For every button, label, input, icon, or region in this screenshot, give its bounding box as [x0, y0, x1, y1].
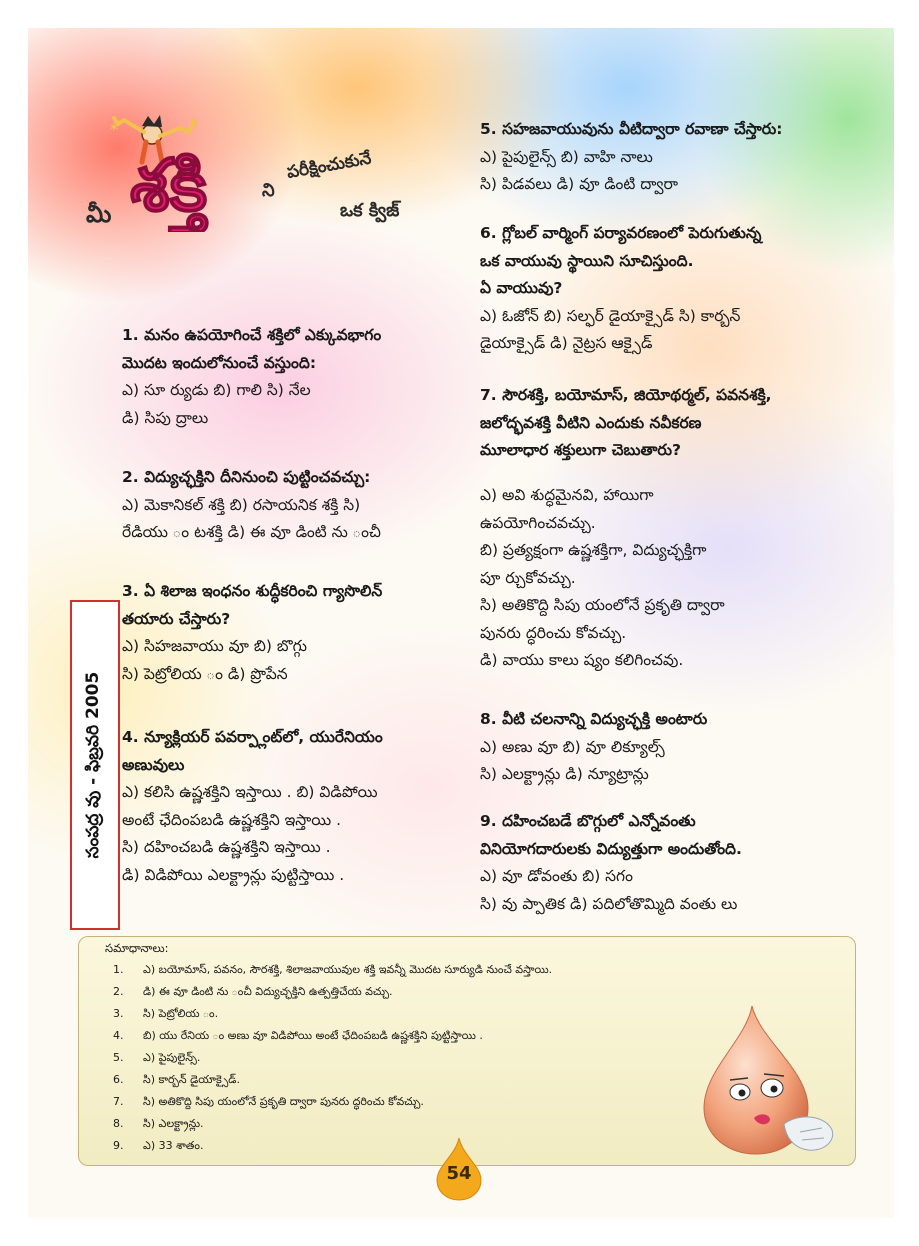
title-word-5: ఒక క్విజ్ — [340, 200, 400, 221]
question-4-option: ఎ) కలిసి ఉష్ణశక్తిని ఇస్తాయి . బి) విడిపోయి — [122, 783, 378, 801]
question-1-option: డి) సిపు ద్రాలు — [122, 408, 209, 427]
question-1 — [122, 322, 381, 432]
title-word-2: శక్తి — [130, 143, 208, 227]
question-6-line: ఒక వాయువు స్థాయిని సూచిస్తుంది. — [480, 251, 694, 270]
question-7-option: సి) అతికొద్ది సిపు యంలోనే ప్రకృతి ద్వారా — [480, 596, 725, 614]
question-6 — [480, 220, 761, 358]
question-7-option: బి) ప్రత్యక్షంగా ఉష్ణశక్తిగా, విద్యుచ్ఛక్తిగా — [480, 541, 707, 559]
question-1-line: మొదట ఇందులోనుంచే వస్తుంది: — [122, 353, 317, 372]
question-6-line: ఏ వాయువు? — [480, 279, 563, 297]
question-2-line: 2. విద్యుచ్ఛక్తిని దీనినుంచి పుట్టించవచ్చు: — [122, 468, 371, 486]
question-5-option: సి) పిడవలు డి) వూ డింటి ద్వారా — [480, 175, 679, 193]
question-3-option: సి) పెట్రోలియ ం డి) ప్రొపేన — [122, 664, 288, 683]
question-2 — [122, 464, 381, 547]
question-2-option: రేడియు ం టశక్తి డి) ఈ వూ డింటి ను ంచీ — [122, 523, 381, 541]
question-7-line: మూలాధార శక్తులుగా చెబుతారు? — [480, 441, 681, 459]
water-drop-mascot-icon — [690, 1000, 850, 1160]
svg-text:✶: ✶ — [188, 114, 200, 130]
answer-text: సి) ఎలక్ట్రాన్లు. — [143, 1117, 204, 1130]
question-4-option: సి) దహించబడి ఉష్ణశక్తిని ఇస్తాయి . — [122, 838, 331, 856]
title-word-3: ని — [262, 180, 275, 201]
question-7-options — [480, 482, 725, 675]
question-6-option: ఎ) ఓజోన్ బి) సల్ఫర్ డైయాక్సైడ్ సి) కార్బన్ — [480, 306, 741, 325]
answer-item — [113, 1095, 424, 1111]
question-8-option: ఎ) అణు వూ బి) వూ లిక్యూల్స్ — [480, 737, 665, 756]
question-9-line: వినియోగదారులకు విద్యుత్తుగా అందుతోంది. — [480, 839, 742, 858]
answer-number: 4. — [113, 1029, 124, 1042]
answer-number: 8. — [113, 1117, 124, 1130]
question-3 — [122, 578, 382, 688]
question-7-option: పునరు ద్ధరించు కోవచ్చు. — [480, 623, 627, 642]
title-word-1: మీ — [86, 200, 112, 228]
answer-number: 5. — [113, 1051, 124, 1064]
question-6-option: డైయాక్సైడ్ డి) నైట్రస ఆక్సైడ్ — [480, 334, 653, 352]
answer-text: సి) కార్బన్ డైయాక్సైడ్. — [143, 1073, 240, 1086]
question-9-line: 9. దహించబడే బొగ్గులో ఎన్నోవంతు — [480, 812, 696, 830]
question-3-line: తయారు చేస్తారు? — [122, 609, 231, 628]
question-6-line: 6. గ్లోబల్ వార్మింగ్ పర్యావరణంలో పెరుగుతున్న — [480, 224, 762, 242]
answer-text: బి) యు రేనియ ం అణు వూ విడిపోయి అంటే ఛేదింపబడి ఉష్ణశక్తిని పుట్టిస్తాయి . — [143, 1029, 483, 1042]
question-3-option: ఎ) సిహజవాయు వూ బి) బొగ్గు — [122, 637, 307, 655]
question-5-line: 5. సహజవాయువును వీటిద్వారా రవాణా చేస్తారు: — [480, 120, 783, 138]
question-7 — [480, 382, 772, 465]
question-7-option: డి) వాయు కాలు ష్యం కలిగించవు. — [480, 651, 684, 669]
question-5 — [480, 116, 782, 199]
question-2-option: ఎ) మెకానికల్ శక్తి బి) రసాయనిక శక్తి సి) — [122, 495, 361, 514]
question-9 — [480, 808, 742, 918]
question-4-option: అంటే ఛేదింపబడి ఉష్ణశక్తిని ఇస్తాయి . — [122, 810, 342, 829]
question-4-line: 4. న్యూక్లియర్ పవర్ప్లాంట్‌లో, యురేనియం — [122, 728, 383, 746]
answer-text: డి) ఈ వూ డింటి ను ంచీ విద్యుచ్ఛక్తిని ఉత్పత్తిచేయ వచ్చు. — [143, 985, 393, 998]
answer-item — [113, 1007, 218, 1023]
question-9-option: సి) వు ప్పాతిక డి) పదిలోతొమ్మిది వంతు లు — [480, 894, 738, 913]
question-7-option: ఉపయోగించవచ్చు. — [480, 513, 596, 532]
answer-number: 9. — [113, 1139, 124, 1152]
answer-item — [113, 1029, 483, 1045]
question-1-option: ఎ) సూ ర్యుడు బి) గాలి సి) నేల — [122, 381, 311, 399]
question-4-line: అణువులు — [122, 755, 185, 774]
answers-heading: సమాధానాలు: — [105, 941, 169, 955]
answer-text: ఎ) బయోమాస్, పవనం, సౌరశక్తి, శిలాజవాయువుల శక్తి ఇవన్నీ మొదట సూర్యుడి నుంచే వస్తాయి. — [143, 963, 553, 976]
title-word-4: పరీక్షించుకునే — [285, 148, 373, 183]
answer-item — [113, 1139, 203, 1155]
quiz-title-art — [84, 112, 464, 232]
answer-number: 7. — [113, 1095, 124, 1108]
answer-text: ఎ) 33 శాతం. — [143, 1139, 204, 1152]
answer-text: సి) అతికొద్ది సిపు యంలోనే ప్రకృతి ద్వారా పునరు ద్ధరించు కోవచ్చు. — [143, 1095, 424, 1108]
question-7-line: 7. సౌరశక్తి, బయోమాస్, జియోథర్మల్, పవనశక్తి, — [480, 386, 772, 404]
question-1-line: 1. మనం ఉపయోగించే శక్తిలో ఎక్కువభాగం — [122, 326, 382, 344]
page-number: 54 — [446, 1163, 472, 1184]
answer-text: సి) పెట్రోలియ ం. — [143, 1007, 219, 1020]
answer-item — [113, 1051, 200, 1067]
answer-item — [113, 963, 552, 979]
answer-item — [113, 985, 393, 1001]
svg-text:✶: ✶ — [108, 120, 120, 136]
question-5-option: ఎ) పైపులైన్స్ బి) వాహి నాలు — [480, 147, 653, 166]
question-4 — [122, 724, 383, 889]
question-7-option: పూ ర్చుకోవచ్చు. — [480, 568, 576, 587]
question-7-option: ఎ) అవి శుద్ధమైనవి, హాయిగా — [480, 486, 654, 504]
question-9-option: ఎ) వూ డోవంతు బి) సగం — [480, 867, 633, 885]
question-7-line: జలోద్భవశక్తి వీటిని ఎందుకు నవీకరణ — [480, 413, 702, 432]
question-8-line: 8. వీటి చలనాన్ని విద్యుచ్ఛక్తి అంటారు — [480, 710, 708, 728]
question-8 — [480, 706, 707, 789]
answer-item — [113, 1073, 240, 1089]
answer-number: 6. — [113, 1073, 124, 1086]
answer-number: 1. — [113, 963, 124, 976]
answer-number: 3. — [113, 1007, 124, 1020]
answer-number: 2. — [113, 985, 124, 998]
answer-text: ఎ) పైపులైన్స్. — [143, 1051, 201, 1064]
question-3-line: 3. ఏ శిలాజ ఇంధనం శుద్ధీకరించి గ్యాసొలిన్ — [122, 582, 383, 600]
page-number-badge — [433, 1138, 485, 1200]
question-4-option: డి) విడిపోయి ఎలక్ట్రాన్లు పుట్టిస్తాయి . — [122, 865, 345, 884]
issue-date-label: సంపద్ర వు - ఫిబ్రవరి 2005 — [83, 671, 103, 859]
question-8-option: సి) ఎలక్ట్రాన్లు డి) న్యూట్రాన్లు — [480, 765, 649, 783]
issue-date-box — [70, 600, 120, 930]
answer-item — [113, 1117, 204, 1133]
